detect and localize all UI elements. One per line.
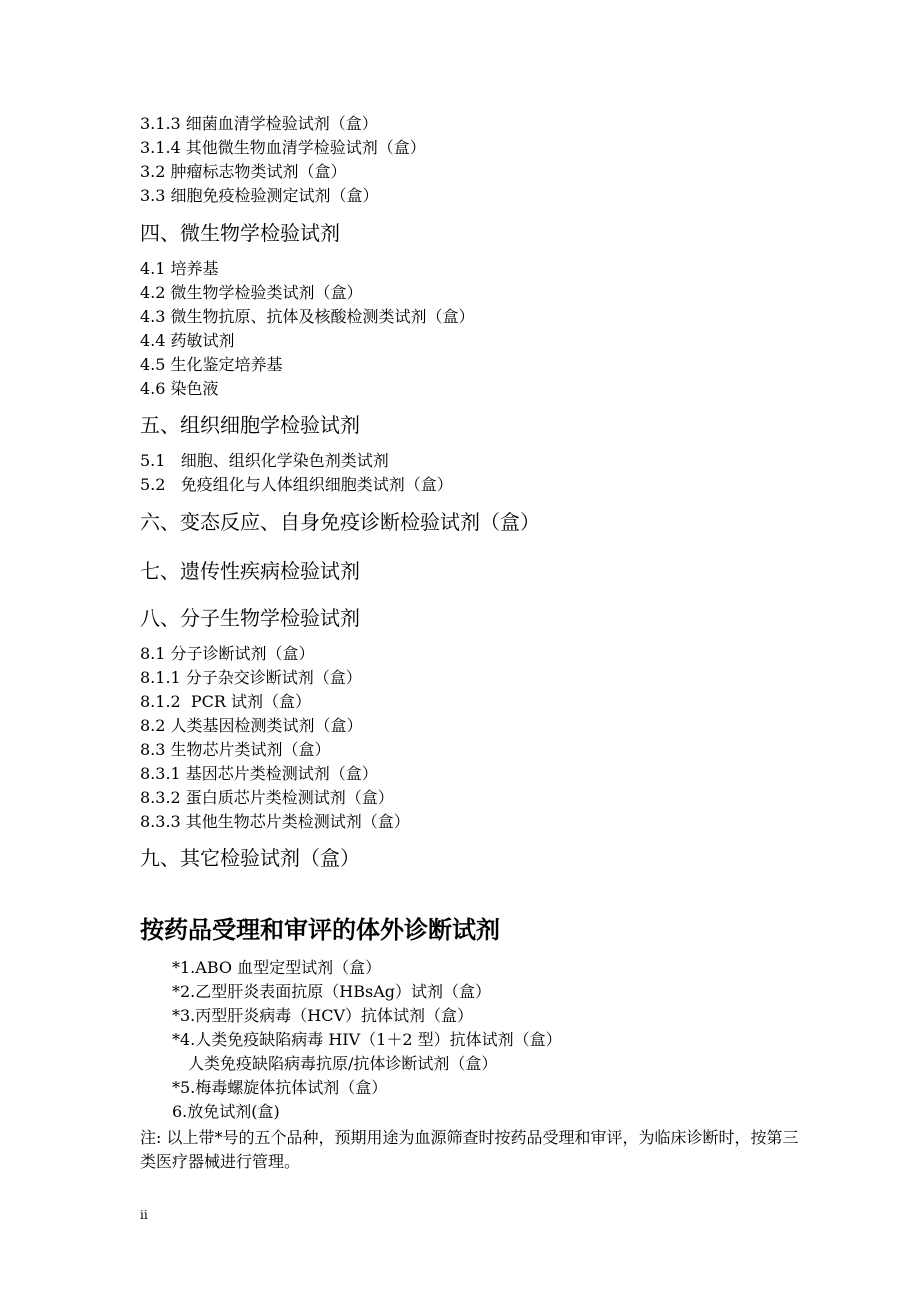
list-item: 人类免疫缺陷病毒抗原/抗体诊断试剂（盒） [188, 1054, 498, 1073]
list-item: *3.丙型肝炎病毒（HCV）抗体试剂（盒） [172, 1006, 474, 1025]
section-heading-7: 七、遗传性疾病检验试剂 [140, 559, 360, 583]
list-item: 4.6 染色液 [140, 379, 219, 398]
section-heading-4: 四、微生物学检验试剂 [140, 221, 340, 245]
list-item: 4.3 微生物抗原、抗体及核酸检测类试剂（盒） [140, 307, 475, 326]
list-item: 3.1.3 细菌血清学检验试剂（盒） [140, 114, 378, 133]
section-heading-6: 六、变态反应、自身免疫诊断检验试剂（盒） [140, 510, 540, 534]
list-item: 8.3.2 蛋白质芯片类检测试剂（盒） [140, 788, 394, 807]
list-item: 3.2 肿瘤标志物类试剂（盒） [140, 162, 347, 181]
list-item: 6.放免试剂(盒) [172, 1102, 280, 1121]
list-item: 4.1 培养基 [140, 259, 219, 278]
footnote: 注: 以上带*号的五个品种，预期用途为血源筛查时按药品受理和审评，为临床诊断时，按第三类医疗器械进行管理。 [140, 1128, 799, 1171]
list-item: 5.2 免疫组化与人体组织细胞类试剂（盒） [140, 475, 453, 494]
list-item: 8.1.1 分子杂交诊断试剂（盒） [140, 668, 362, 687]
section-heading-9: 九、其它检验试剂（盒） [140, 846, 360, 870]
page-number: ii [140, 1208, 148, 1222]
drug-section-title: 按药品受理和审评的体外诊断试剂 [140, 916, 500, 944]
list-item: 8.1.2 PCR 试剂（盒） [140, 692, 312, 711]
list-item: *5.梅毒螺旋体抗体试剂（盒） [172, 1078, 388, 1097]
list-item: *4.人类免疫缺陷病毒 HIV（1＋2 型）抗体试剂（盒） [172, 1030, 562, 1049]
list-item: 3.1.4 其他微生物血清学检验试剂（盒） [140, 138, 426, 157]
section-heading-5: 五、组织细胞学检验试剂 [140, 413, 360, 437]
list-item: *1.ABO 血型定型试剂（盒） [172, 958, 382, 977]
list-item: 3.3 细胞免疫检验测定试剂（盒） [140, 186, 379, 205]
section-heading-8: 八、分子生物学检验试剂 [140, 606, 360, 630]
list-item: 8.3.1 基因芯片类检测试剂（盒） [140, 764, 378, 783]
list-item: 4.2 微生物学检验类试剂（盒） [140, 283, 363, 302]
list-item: 8.3 生物芯片类试剂（盒） [140, 740, 331, 759]
list-item: 5.1 细胞、组织化学染色剂类试剂 [140, 451, 389, 470]
list-item: 4.4 药敏试剂 [140, 331, 235, 350]
list-item: *2.乙型肝炎表面抗原（HBsAg）试剂（盒） [172, 982, 491, 1001]
list-item: 8.1 分子诊断试剂（盒） [140, 644, 315, 663]
list-item: 8.2 人类基因检测类试剂（盒） [140, 716, 363, 735]
list-item: 8.3.3 其他生物芯片类检测试剂（盒） [140, 812, 410, 831]
list-item: 4.5 生化鉴定培养基 [140, 355, 283, 374]
